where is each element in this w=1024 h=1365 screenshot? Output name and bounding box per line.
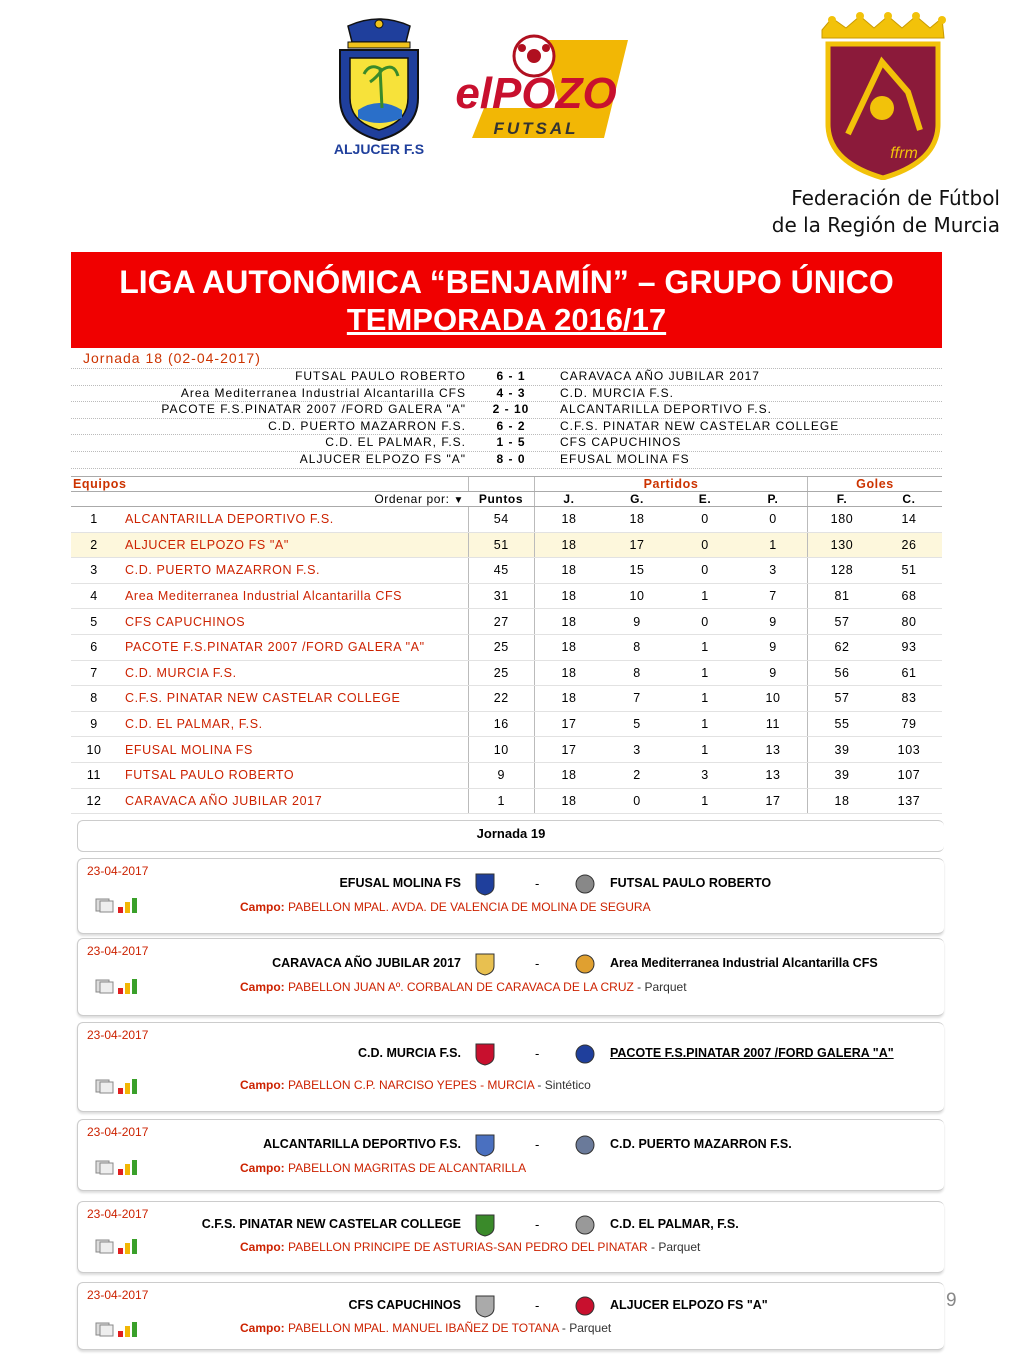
standings-row xyxy=(71,634,942,660)
match-home-team[interactable]: C.F.S. PINATAR NEW CASTELAR COLLEGE xyxy=(201,1217,461,1231)
match-stats-icon[interactable] xyxy=(117,1078,139,1094)
match-report-icon[interactable] xyxy=(95,1078,115,1094)
standing-points: 25 xyxy=(468,660,535,686)
match-tools xyxy=(95,1159,141,1175)
standing-goals-for: 39 xyxy=(808,762,877,788)
result-away-team: CFS CAPUCHINOS xyxy=(560,435,682,450)
result-row xyxy=(71,419,942,436)
campo-label: Campo: xyxy=(240,1161,285,1175)
match-separator: - xyxy=(535,1046,540,1061)
standing-team-link[interactable]: C.F.S. PINATAR NEW CASTELAR COLLEGE xyxy=(117,686,468,712)
match-home-team[interactable]: CFS CAPUCHINOS xyxy=(348,1298,461,1312)
match-report-icon[interactable] xyxy=(95,1238,115,1254)
standings-table xyxy=(71,476,942,814)
standing-goals-for: 18 xyxy=(808,788,877,814)
result-home-team: FUTSAL PAULO ROBERTO xyxy=(295,369,466,383)
col-drawn[interactable]: E. xyxy=(671,492,739,507)
standing-won: 18 xyxy=(603,507,671,533)
match-date: 23-04-2017 xyxy=(87,1028,149,1042)
standing-played: 18 xyxy=(535,558,604,584)
match-date: 23-04-2017 xyxy=(87,1288,149,1302)
match-tools xyxy=(95,1078,141,1094)
venue-surface: - Parquet xyxy=(558,1321,612,1335)
standing-goals-against: 107 xyxy=(876,762,942,788)
away-team-crest-icon xyxy=(574,1133,596,1157)
standing-played: 17 xyxy=(535,711,604,737)
home-team-crest-icon xyxy=(474,872,496,896)
standing-position: 4 xyxy=(71,583,117,609)
standing-lost: 0 xyxy=(739,507,808,533)
standing-won: 15 xyxy=(603,558,671,584)
col-goals-for[interactable]: F. xyxy=(808,492,877,507)
match-report-icon[interactable] xyxy=(95,978,115,994)
standing-position: 10 xyxy=(71,737,117,763)
standing-goals-for: 57 xyxy=(808,686,877,712)
standing-points: 51 xyxy=(468,532,535,558)
elpozo-futsal-logo xyxy=(448,30,630,148)
standing-goals-against: 14 xyxy=(876,507,942,533)
standing-won: 8 xyxy=(603,634,671,660)
results-jornada-18 xyxy=(71,350,942,465)
match-tools xyxy=(95,1321,141,1337)
standing-team-link[interactable]: EFUSAL MOLINA FS xyxy=(117,737,468,763)
match-venue xyxy=(240,1321,611,1335)
standing-goals-against: 137 xyxy=(876,788,942,814)
standing-drawn: 1 xyxy=(671,634,739,660)
standing-goals-for: 62 xyxy=(808,634,877,660)
result-score: 1 - 5 xyxy=(496,435,526,450)
match-venue xyxy=(240,1078,591,1092)
standing-won: 2 xyxy=(603,762,671,788)
result-away-team: ALCANTARILLA DEPORTIVO F.S. xyxy=(560,402,772,417)
sort-down-icon[interactable]: ▼ xyxy=(453,495,464,506)
standing-played: 18 xyxy=(535,583,604,609)
group-header-goals: Goles xyxy=(808,477,943,492)
standing-drawn: 0 xyxy=(671,532,739,558)
venue-name: PABELLON MPAL. AVDA. DE VALENCIA DE MOLINA DE SEGURA xyxy=(288,900,651,914)
standing-drawn: 1 xyxy=(671,737,739,763)
result-home-team: C.D. EL PALMAR, F.S. xyxy=(325,435,466,450)
standing-lost: 3 xyxy=(739,558,808,584)
standing-team-link[interactable]: ALCANTARILLA DEPORTIVO F.S. xyxy=(117,507,468,533)
standings-row xyxy=(71,532,942,558)
standing-goals-for: 56 xyxy=(808,660,877,686)
match-date: 23-04-2017 xyxy=(87,864,149,878)
standing-goals-for: 39 xyxy=(808,737,877,763)
standings-row xyxy=(71,507,942,533)
match-away-team[interactable]: FUTSAL PAULO ROBERTO xyxy=(610,876,772,890)
league-title: LIGA AUTONÓMICA “BENJAMÍN” – GRUPO ÚNICO xyxy=(119,264,894,300)
match-report-icon[interactable] xyxy=(95,1321,115,1337)
standings-row xyxy=(71,686,942,712)
standing-position: 6 xyxy=(71,634,117,660)
standing-won: 0 xyxy=(603,788,671,814)
aljucer-fs-logo xyxy=(318,18,440,158)
standing-played: 18 xyxy=(535,788,604,814)
standing-won: 17 xyxy=(603,532,671,558)
standing-played: 18 xyxy=(535,762,604,788)
aljucer-logo-text: ALJUCER F.S xyxy=(333,141,425,157)
standing-lost: 9 xyxy=(739,634,808,660)
standing-drawn: 0 xyxy=(671,609,739,635)
standing-team-link[interactable]: ALJUCER ELPOZO FS "A" xyxy=(117,532,468,558)
match-tools xyxy=(95,897,141,913)
standing-goals-for: 81 xyxy=(808,583,877,609)
match-venue xyxy=(240,1161,526,1175)
match-stats-icon[interactable] xyxy=(117,1321,139,1337)
standing-won: 8 xyxy=(603,660,671,686)
standing-goals-for: 128 xyxy=(808,558,877,584)
season-title: TEMPORADA 2016/17 xyxy=(346,302,667,337)
venue-surface: - Parquet xyxy=(633,980,687,994)
standings-row xyxy=(71,788,942,814)
standing-won: 7 xyxy=(603,686,671,712)
match-away-team[interactable]: C.D. PUERTO MAZARRON F.S. xyxy=(610,1137,792,1151)
standings-row xyxy=(71,558,942,584)
match-home-team[interactable]: C.D. MURCIA F.S. xyxy=(357,1046,461,1060)
standing-played: 18 xyxy=(535,609,604,635)
standing-goals-against: 61 xyxy=(876,660,942,686)
standing-goals-against: 103 xyxy=(876,737,942,763)
home-team-crest-icon xyxy=(474,1042,496,1066)
match-separator: - xyxy=(535,876,540,891)
jornada-19-header: Jornada 19 xyxy=(77,820,944,852)
league-title-banner xyxy=(71,252,942,348)
result-home-team: C.D. PUERTO MAZARRON F.S. xyxy=(268,418,466,433)
standing-team-link[interactable]: C.D. EL PALMAR, F.S. xyxy=(117,711,468,737)
standing-played: 18 xyxy=(535,634,604,660)
match-away-team[interactable]: ALJUCER ELPOZO FS "A" xyxy=(610,1298,768,1312)
result-score: 6 - 1 xyxy=(496,369,526,383)
standing-drawn: 0 xyxy=(671,507,739,533)
col-goals-against[interactable]: C. xyxy=(876,492,942,507)
match-report-icon[interactable] xyxy=(95,897,115,913)
result-score: 4 - 3 xyxy=(496,385,526,400)
federation-name-line1: Federación de Fútbol xyxy=(791,186,1000,210)
standing-team-link[interactable]: Area Mediterranea Industrial Alcantarilla CFS xyxy=(117,583,468,609)
match-card[interactable] xyxy=(77,1119,944,1191)
standings-row xyxy=(71,762,942,788)
standing-drawn: 0 xyxy=(671,558,739,584)
standing-team-link[interactable]: C.D. PUERTO MAZARRON F.S. xyxy=(117,558,468,584)
result-row xyxy=(71,386,942,403)
standing-drawn: 1 xyxy=(671,583,739,609)
standing-drawn: 1 xyxy=(671,788,739,814)
standing-team-link[interactable]: C.D. MURCIA F.S. xyxy=(117,660,468,686)
campo-label: Campo: xyxy=(240,1078,285,1092)
standing-points: 45 xyxy=(468,558,535,584)
standing-drawn: 1 xyxy=(671,660,739,686)
standing-points: 22 xyxy=(468,686,535,712)
standing-position: 3 xyxy=(71,558,117,584)
group-header-matches: Partidos xyxy=(535,477,808,492)
standing-goals-for: 130 xyxy=(808,532,877,558)
federation-name xyxy=(770,185,1000,239)
match-report-icon[interactable] xyxy=(95,1159,115,1175)
page-number: 9 xyxy=(946,1290,957,1311)
match-away-team[interactable]: C.D. EL PALMAR, F.S. xyxy=(610,1217,739,1231)
match-home-team[interactable]: EFUSAL MOLINA FS xyxy=(339,876,461,890)
result-away-team: C.D. MURCIA F.S. xyxy=(560,385,675,400)
standing-won: 9 xyxy=(603,609,671,635)
campo-label: Campo: xyxy=(240,1240,285,1254)
home-team-crest-icon xyxy=(474,952,496,976)
venue-name: PABELLON PRINCIPE DE ASTURIAS-SAN PEDRO DEL PINATAR xyxy=(288,1240,648,1254)
standing-lost: 11 xyxy=(739,711,808,737)
venue-name: PABELLON JUAN Aº. CORBALAN DE CARAVACA DE LA CRUZ xyxy=(288,980,634,994)
match-away-team[interactable]: Area Mediterranea Industrial Alcantarilla CFS xyxy=(610,956,878,970)
standing-played: 18 xyxy=(535,507,604,533)
standing-drawn: 1 xyxy=(671,686,739,712)
standing-points: 9 xyxy=(468,762,535,788)
standing-lost: 17 xyxy=(739,788,808,814)
standing-points: 25 xyxy=(468,634,535,660)
elpozo-logo-text: elPOZO xyxy=(455,69,617,118)
standing-goals-against: 83 xyxy=(876,686,942,712)
result-home-team: ALJUCER ELPOZO FS "A" xyxy=(299,451,466,466)
standing-lost: 13 xyxy=(739,737,808,763)
match-separator: - xyxy=(535,1298,540,1313)
match-separator: - xyxy=(535,1137,540,1152)
venue-surface: - Sintético xyxy=(534,1078,591,1092)
standing-position: 7 xyxy=(71,660,117,686)
elpozo-logo-subtext: FUTSAL xyxy=(493,119,579,138)
col-won[interactable]: G. xyxy=(603,492,671,507)
standing-points: 27 xyxy=(468,609,535,635)
result-row xyxy=(71,369,942,386)
col-lost[interactable]: P. xyxy=(739,492,808,507)
standing-goals-against: 26 xyxy=(876,532,942,558)
standings-row xyxy=(71,609,942,635)
match-stats-icon[interactable] xyxy=(117,897,139,913)
standing-goals-against: 80 xyxy=(876,609,942,635)
away-team-crest-icon xyxy=(574,952,596,976)
result-home-team: Area Mediterranea Industrial Alcantarilla CFS xyxy=(180,385,466,400)
standing-won: 5 xyxy=(603,711,671,737)
standing-lost: 7 xyxy=(739,583,808,609)
standing-goals-against: 51 xyxy=(876,558,942,584)
standing-played: 17 xyxy=(535,737,604,763)
home-team-crest-icon xyxy=(474,1294,496,1318)
standing-goals-for: 55 xyxy=(808,711,877,737)
standings-row xyxy=(71,660,942,686)
sort-label: Ordenar por: xyxy=(374,492,450,506)
match-venue xyxy=(240,1240,700,1254)
result-home-team: PACOTE F.S.PINATAR 2007 /FORD GALERA "A" xyxy=(161,402,466,417)
col-points[interactable]: Puntos xyxy=(468,492,535,507)
match-date: 23-04-2017 xyxy=(87,1125,149,1139)
match-venue xyxy=(240,900,651,914)
campo-label: Campo: xyxy=(240,980,285,994)
match-tools xyxy=(95,978,141,994)
match-stats-icon[interactable] xyxy=(117,978,139,994)
standing-position: 5 xyxy=(71,609,117,635)
standing-drawn: 3 xyxy=(671,762,739,788)
venue-name: PABELLON MAGRITAS DE ALCANTARILLA xyxy=(288,1161,527,1175)
match-home-team[interactable]: CARAVACA AÑO JUBILAR 2017 xyxy=(272,956,461,970)
standing-position: 8 xyxy=(71,686,117,712)
standing-points: 1 xyxy=(468,788,535,814)
home-team-crest-icon xyxy=(474,1133,496,1157)
standing-points: 10 xyxy=(468,737,535,763)
result-score: 2 - 10 xyxy=(492,402,530,417)
standing-position: 9 xyxy=(71,711,117,737)
result-row xyxy=(71,402,942,419)
away-team-crest-icon xyxy=(574,872,596,896)
ffrm-logo xyxy=(812,12,952,180)
standing-team-link[interactable]: FUTSAL PAULO ROBERTO xyxy=(117,762,468,788)
match-separator: - xyxy=(535,1217,540,1232)
standing-goals-against: 79 xyxy=(876,711,942,737)
standing-position: 12 xyxy=(71,788,117,814)
standing-won: 3 xyxy=(603,737,671,763)
standing-goals-for: 57 xyxy=(808,609,877,635)
match-date: 23-04-2017 xyxy=(87,1207,149,1221)
standing-won: 10 xyxy=(603,583,671,609)
standing-lost: 13 xyxy=(739,762,808,788)
match-card[interactable] xyxy=(77,1022,944,1112)
match-stats-icon[interactable] xyxy=(117,1159,139,1175)
result-away-team: C.F.S. PINATAR NEW CASTELAR COLLEGE xyxy=(560,418,840,433)
standings-row xyxy=(71,711,942,737)
match-date: 23-04-2017 xyxy=(87,944,149,958)
venue-surface: - Parquet xyxy=(647,1240,701,1254)
match-away-team[interactable]: PACOTE F.S.PINATAR 2007 /FORD GALERA "A" xyxy=(610,1046,894,1060)
standing-team-link[interactable]: CFS CAPUCHINOS xyxy=(117,609,468,635)
standing-lost: 9 xyxy=(739,609,808,635)
standing-drawn: 1 xyxy=(671,711,739,737)
standings-row xyxy=(71,737,942,763)
standing-goals-for: 180 xyxy=(808,507,877,533)
standing-goals-against: 93 xyxy=(876,634,942,660)
match-venue xyxy=(240,980,687,994)
federation-name-line2: de la Región de Murcia xyxy=(771,213,1000,237)
standing-points: 16 xyxy=(468,711,535,737)
standing-played: 18 xyxy=(535,686,604,712)
match-tools xyxy=(95,1238,141,1254)
standing-lost: 10 xyxy=(739,686,808,712)
away-team-crest-icon xyxy=(574,1213,596,1237)
away-team-crest-icon xyxy=(574,1042,596,1066)
match-card[interactable] xyxy=(77,1201,944,1273)
ffrm-logo-text: ffrm xyxy=(890,145,918,162)
campo-label: Campo: xyxy=(240,900,285,914)
home-team-crest-icon xyxy=(474,1213,496,1237)
standing-points: 31 xyxy=(468,583,535,609)
match-card[interactable] xyxy=(77,938,944,1016)
match-card[interactable] xyxy=(77,858,944,934)
result-score: 6 - 2 xyxy=(496,418,526,433)
match-separator: - xyxy=(535,956,540,971)
standing-lost: 1 xyxy=(739,532,808,558)
standing-points: 54 xyxy=(468,507,535,533)
result-row xyxy=(71,435,942,452)
col-played[interactable]: J. xyxy=(535,492,604,507)
standing-goals-against: 68 xyxy=(876,583,942,609)
standing-position: 11 xyxy=(71,762,117,788)
standing-lost: 9 xyxy=(739,660,808,686)
result-score: 8 - 0 xyxy=(496,451,526,466)
result-away-team: EFUSAL MOLINA FS xyxy=(560,451,690,466)
campo-label: Campo: xyxy=(240,1321,285,1335)
match-home-team[interactable]: ALCANTARILLA DEPORTIVO F.S. xyxy=(263,1137,461,1151)
result-away-team: CARAVACA AÑO JUBILAR 2017 xyxy=(560,369,760,383)
match-stats-icon[interactable] xyxy=(117,1238,139,1254)
standing-position: 2 xyxy=(71,532,117,558)
group-header-teams: Equipos xyxy=(71,477,468,492)
standing-position: 1 xyxy=(71,507,117,533)
away-team-crest-icon xyxy=(574,1294,596,1318)
venue-name: PABELLON MPAL. MANUEL IBAÑEZ DE TOTANA xyxy=(288,1321,559,1335)
standing-team-link[interactable]: PACOTE F.S.PINATAR 2007 /FORD GALERA "A" xyxy=(117,634,468,660)
match-card[interactable] xyxy=(77,1282,944,1350)
standing-played: 18 xyxy=(535,532,604,558)
standings-row xyxy=(71,583,942,609)
standing-team-link[interactable]: CARAVACA AÑO JUBILAR 2017 xyxy=(117,788,468,814)
results-title: Jornada 18 (02-04-2017) xyxy=(71,350,942,369)
standing-played: 18 xyxy=(535,660,604,686)
result-row xyxy=(71,452,942,469)
venue-name: PABELLON C.P. NARCISO YEPES - MURCIA xyxy=(288,1078,535,1092)
